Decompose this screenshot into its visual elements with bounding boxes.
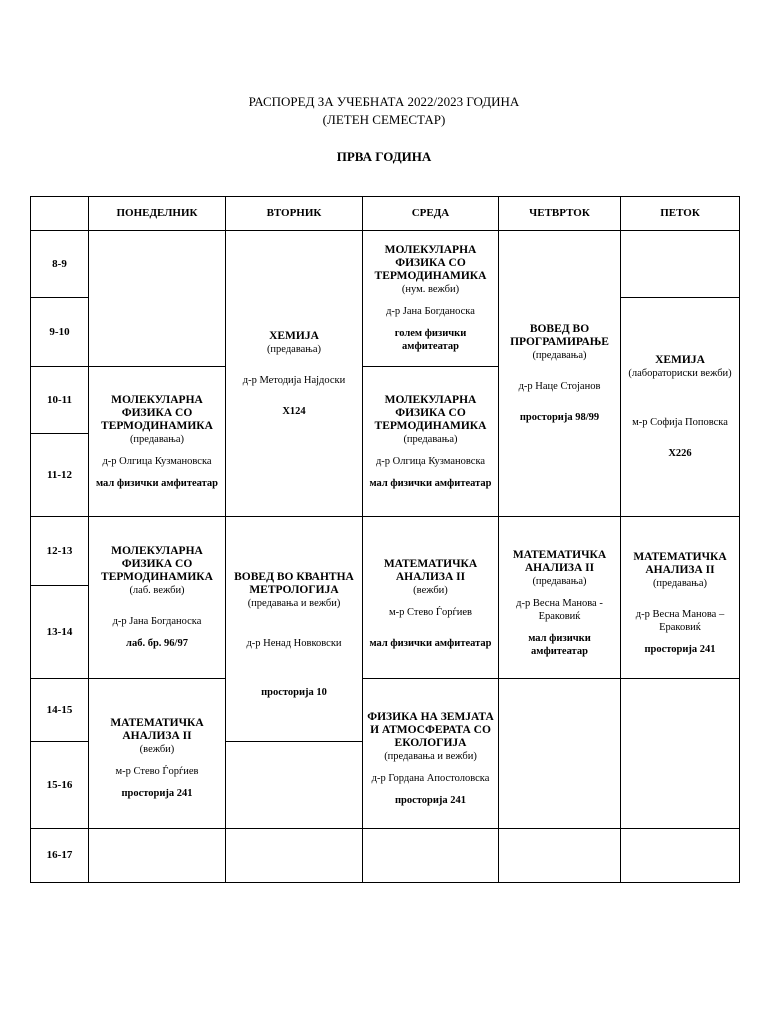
- class-cell-tue-chemistry: [226, 231, 363, 517]
- empty-cell: [499, 679, 621, 829]
- day-header-monday: ПОНЕДЕЛНИК: [89, 197, 226, 231]
- room-name: X226: [668, 448, 692, 459]
- class-type: (нум. вежби): [401, 284, 460, 295]
- time-slot: 8-9: [31, 231, 89, 298]
- room-name: мал физички амфитеатар: [95, 477, 219, 489]
- class-cell-wed-molecular-physics-exercises: [363, 231, 499, 367]
- professor-name: м-р Софија Поповска: [632, 417, 728, 428]
- professor-name: м-р Стево Ѓорѓиев: [388, 606, 472, 618]
- class-type: (предавања и вежби): [247, 598, 341, 609]
- professor-name: м-р Стево Ѓорѓиев: [115, 766, 199, 777]
- class-cell-fri-chemistry-lab: [621, 298, 740, 517]
- subject-name: ВОВЕД ВО ПРОГРАМИРАЊЕ: [510, 323, 609, 348]
- room-name: мал физички амфитеатар: [528, 633, 591, 657]
- time-slot: 11-12: [31, 434, 89, 517]
- subject-name: МОЛЕКУЛАРНА ФИЗИКА СО ТЕРМОДИНАМИКА: [374, 244, 487, 282]
- table-row: [31, 679, 740, 742]
- time-slot: 9-10: [31, 298, 89, 367]
- class-cell-thu-math-analysis: [499, 517, 621, 679]
- professor-name: д-р Методија Најдоски: [242, 374, 346, 386]
- class-type: (предавања): [532, 350, 587, 361]
- time-slot: 14-15: [31, 679, 89, 742]
- subject-name: ХЕМИЈА: [269, 329, 319, 342]
- header-row: [31, 197, 740, 231]
- table-row: [31, 231, 740, 298]
- class-cell-wed-earth-physics: [363, 679, 499, 829]
- day-header-thursday: ЧЕТВРТОК: [499, 197, 621, 231]
- class-type: (предавања): [652, 578, 708, 589]
- professor-name: д-р Јана Богданоска: [386, 306, 475, 317]
- room-name: просторија 241: [121, 788, 193, 799]
- subject-name: МОЛЕКУЛАРНА ФИЗИКА СО ТЕРМОДИНАМИКА: [101, 545, 213, 583]
- subject-name: ВОВЕД ВО КВАНТНА МЕТРОЛОГИЈА: [234, 571, 354, 596]
- room-name: мал физички амфитеатар: [369, 477, 492, 489]
- class-type: (вежби): [413, 584, 448, 596]
- subject-name: МАТЕМАТИЧКА АНАЛИЗА II: [110, 717, 204, 742]
- time-slot: 12-13: [31, 517, 89, 586]
- day-header-wednesday: СРЕДА: [363, 197, 499, 231]
- schedule-table: [30, 196, 740, 883]
- class-type: (предавања): [129, 433, 185, 445]
- year-heading: ПРВА ГОДИНА: [336, 149, 432, 164]
- empty-cell: [621, 829, 740, 883]
- empty-cell: [89, 829, 226, 883]
- room-name: лаб. бр. 96/97: [126, 638, 188, 649]
- professor-name: д-р Гордана Апостоловска: [371, 772, 490, 784]
- class-type: (вежби): [139, 744, 175, 755]
- professor-name: д-р Весна Манова – Ераковиќ: [635, 609, 725, 633]
- professor-name: д-р Ненад Новковски: [246, 638, 342, 649]
- empty-cell: [363, 829, 499, 883]
- empty-cell: [621, 679, 740, 829]
- time-slot: 15-16: [31, 742, 89, 829]
- empty-cell: [499, 829, 621, 883]
- empty-cell: [621, 231, 740, 298]
- empty-cell: [226, 829, 363, 883]
- subject-name: ХЕМИЈА: [655, 354, 705, 366]
- room-name: X124: [282, 405, 306, 417]
- subject-name: МОЛЕКУЛАРНА ФИЗИКА СО ТЕРМОДИНАМИКА: [374, 393, 487, 432]
- class-cell-tue-quantum-metrology: [226, 517, 363, 742]
- subject-name: ФИЗИКА НА ЗЕМЈАТА И АТМОСФЕРАТА СО ЕКОЛОГИЈА: [367, 710, 494, 749]
- class-cell-mon-molecular-physics-lab: [89, 517, 226, 679]
- day-header-tuesday: ВТОРНИК: [226, 197, 363, 231]
- empty-cell: [89, 231, 226, 367]
- class-type: (предавања): [532, 576, 587, 587]
- professor-name: д-р Олгица Кузмановска: [375, 455, 486, 467]
- table-row: [31, 517, 740, 586]
- time-slot: 16-17: [31, 829, 89, 883]
- subject-name: МАТЕМАТИЧКА АНАЛИЗА II: [512, 549, 607, 574]
- room-name: просторија 241: [644, 644, 716, 655]
- class-type: (лаб. вежби): [129, 585, 185, 596]
- time-slot: 13-14: [31, 586, 89, 679]
- class-type: (предавања): [403, 433, 458, 445]
- room-name: просторија 241: [394, 794, 467, 806]
- subject-name: МОЛЕКУЛАРНА ФИЗИКА СО ТЕРМОДИНАМИКА: [101, 393, 213, 432]
- professor-name: д-р Весна Манова - Ераковиќ: [516, 598, 603, 622]
- empty-cell: [226, 742, 363, 829]
- professor-name: д-р Олгица Кузмановска: [102, 455, 212, 467]
- professor-name: д-р Јана Богданоска: [112, 616, 202, 627]
- room-name: мал физички амфитеатар: [369, 637, 492, 649]
- semester-subtitle: (ЛЕТЕН СЕМЕСТАР): [322, 112, 446, 127]
- professor-name: д-р Наце Стојанов: [518, 381, 601, 392]
- class-cell-fri-math-analysis: [621, 517, 740, 679]
- time-slot: 10-11: [31, 367, 89, 434]
- class-cell-thu-intro-programming: [499, 231, 621, 517]
- subject-name: МАТЕМАТИЧКА АНАЛИЗА II: [383, 557, 478, 583]
- subject-name: МАТЕМАТИЧКА АНАЛИЗА II: [633, 551, 727, 576]
- room-name: просторија 98/99: [519, 412, 600, 423]
- class-cell-wed-molecular-physics: [363, 367, 499, 517]
- room-name: просторија 10: [261, 687, 327, 698]
- corner-cell: [31, 197, 89, 231]
- class-type: (лабораториски вежби): [628, 368, 732, 379]
- day-header-friday: ПЕТОК: [621, 197, 740, 231]
- class-cell-wed-math-analysis: [363, 517, 499, 679]
- class-type: (предавања): [266, 343, 322, 355]
- room-name: голем физички амфитеатар: [394, 328, 467, 352]
- class-type: (предавања и вежби): [384, 750, 477, 762]
- document-title: РАСПОРЕД ЗА УЧЕБНАТА 2022/2023 ГОДИНА: [248, 94, 520, 109]
- class-cell-mon-molecular-physics: [89, 367, 226, 517]
- table-row: [31, 829, 740, 883]
- class-cell-mon-math-analysis: [89, 679, 226, 829]
